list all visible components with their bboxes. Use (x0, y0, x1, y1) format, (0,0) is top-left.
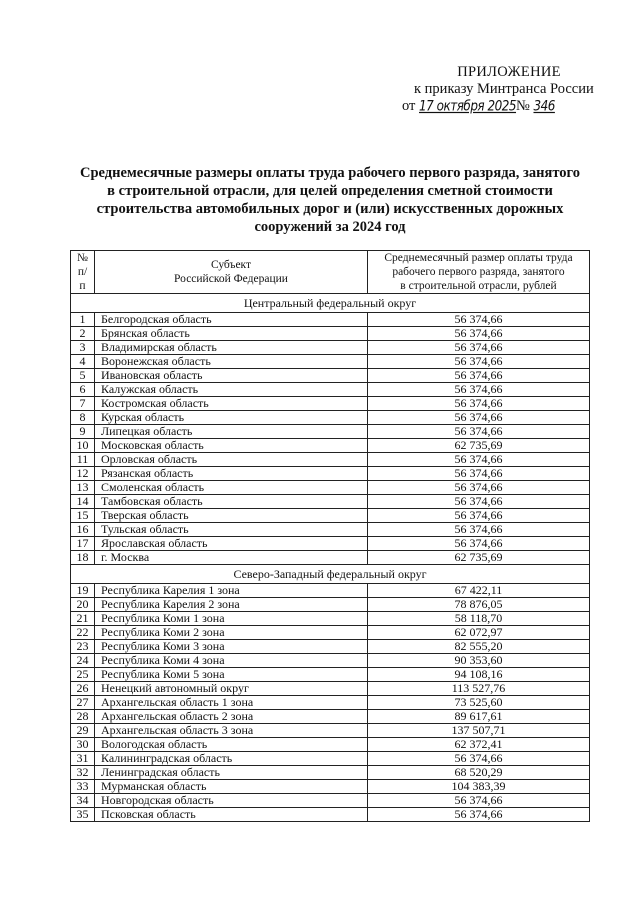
subject-name: Архангельская область 3 зона (94, 724, 367, 738)
row-number: 18 (71, 551, 95, 565)
wage-value: 67 422,11 (367, 584, 589, 598)
subject-name: Ярославская область (94, 537, 367, 551)
subject-name: Тверская область (94, 509, 367, 523)
section-row (71, 565, 590, 584)
table-row (71, 780, 590, 794)
wage-value: 137 507,71 (367, 724, 589, 738)
appendix-order-ref: к приказу Минтранса России (414, 81, 594, 97)
table-row (71, 551, 590, 565)
table-row (71, 481, 590, 495)
wage-value: 82 555,20 (367, 640, 589, 654)
wage-value: 62 072,97 (367, 626, 589, 640)
wage-value: 58 118,70 (367, 612, 589, 626)
subject-name: Республика Коми 4 зона (94, 654, 367, 668)
wage-value: 56 374,66 (367, 341, 589, 355)
table-row (71, 355, 590, 369)
table-row (71, 397, 590, 411)
subject-name: Липецкая область (94, 425, 367, 439)
wage-value: 56 374,66 (367, 411, 589, 425)
table-row (71, 626, 590, 640)
row-number: 25 (71, 668, 95, 682)
subject-name: Тульская область (94, 523, 367, 537)
row-number: 23 (71, 640, 95, 654)
subject-name: Республика Коми 1 зона (94, 612, 367, 626)
table-row (71, 369, 590, 383)
handwritten-number: 346 (533, 97, 555, 115)
header-subject: Субъект Российской Федерации (94, 251, 367, 294)
subject-name: Вологодская область (94, 738, 367, 752)
appendix-header (380, 64, 600, 115)
row-number: 10 (71, 439, 95, 453)
table-row (71, 383, 590, 397)
wage-value: 94 108,16 (367, 668, 589, 682)
wage-value: 62 372,41 (367, 738, 589, 752)
header-value: Среднемесячный размер оплаты труда рабочего первого разряда, занятого в строительной отрасли, рублей (367, 251, 589, 294)
wage-value: 73 525,60 (367, 696, 589, 710)
table-row (71, 495, 590, 509)
table-row (71, 313, 590, 327)
subject-name: Псковская область (94, 808, 367, 822)
table-row (71, 425, 590, 439)
wage-value: 56 374,66 (367, 369, 589, 383)
subject-name: Ненецкий автономный округ (94, 682, 367, 696)
subject-name: Республика Карелия 1 зона (94, 584, 367, 598)
subject-name: Костромская область (94, 397, 367, 411)
subject-name: Воронежская область (94, 355, 367, 369)
table-row (71, 668, 590, 682)
row-number: 2 (71, 327, 95, 341)
title-line: строительства автомобильных дорог и (или) искусственных дорожных (96, 201, 564, 217)
subject-name: Орловская область (94, 453, 367, 467)
subject-name: Московская область (94, 439, 367, 453)
appendix-date-line (380, 98, 600, 115)
table-row (71, 794, 590, 808)
table-row (71, 752, 590, 766)
table-row (71, 453, 590, 467)
number-label: № (516, 98, 530, 114)
subject-name: Республика Коми 5 зона (94, 668, 367, 682)
table-row (71, 710, 590, 724)
wage-value: 56 374,66 (367, 327, 589, 341)
header-num: № п/п (71, 251, 95, 294)
title-line: Среднемесячные размеры оплаты труда рабочего первого разряда, занятого (80, 165, 580, 181)
table-row (71, 537, 590, 551)
row-number: 24 (71, 654, 95, 668)
wage-value: 78 876,05 (367, 598, 589, 612)
wage-value: 56 374,66 (367, 537, 589, 551)
row-number: 9 (71, 425, 95, 439)
section-title: Северо-Западный федеральный округ (71, 565, 590, 584)
title-line: сооружений за 2024 год (254, 219, 406, 235)
wage-value: 68 520,29 (367, 766, 589, 780)
subject-name: Рязанская область (94, 467, 367, 481)
row-number: 32 (71, 766, 95, 780)
wage-value: 56 374,66 (367, 425, 589, 439)
subject-name: Республика Карелия 2 зона (94, 598, 367, 612)
wage-value: 56 374,66 (367, 752, 589, 766)
wage-value: 56 374,66 (367, 794, 589, 808)
subject-name: Архангельская область 1 зона (94, 696, 367, 710)
subject-name: Калининградская область (94, 752, 367, 766)
row-number: 22 (71, 626, 95, 640)
table-row (71, 439, 590, 453)
wage-value: 56 374,66 (367, 481, 589, 495)
wage-value: 62 735,69 (367, 551, 589, 565)
row-number: 29 (71, 724, 95, 738)
row-number: 7 (71, 397, 95, 411)
subject-name: Калужская область (94, 383, 367, 397)
subject-name: Ивановская область (94, 369, 367, 383)
row-number: 27 (71, 696, 95, 710)
table-row (71, 612, 590, 626)
subject-name: Ленинградская область (94, 766, 367, 780)
wage-value: 90 353,60 (367, 654, 589, 668)
table-row (71, 467, 590, 481)
row-number: 30 (71, 738, 95, 752)
table-row (71, 584, 590, 598)
subject-name: Мурманская область (94, 780, 367, 794)
from-label: от (402, 98, 416, 114)
table-header-row (71, 251, 590, 294)
wage-value: 56 374,66 (367, 313, 589, 327)
row-number: 13 (71, 481, 95, 495)
subject-name: Смоленская область (94, 481, 367, 495)
table-row (71, 738, 590, 752)
table-row (71, 598, 590, 612)
wage-value: 56 374,66 (367, 355, 589, 369)
row-number: 8 (71, 411, 95, 425)
wage-value: 89 617,61 (367, 710, 589, 724)
wage-value: 56 374,66 (367, 397, 589, 411)
row-number: 14 (71, 495, 95, 509)
wage-value: 56 374,66 (367, 523, 589, 537)
row-number: 4 (71, 355, 95, 369)
subject-name: Курская область (94, 411, 367, 425)
wage-value: 56 374,66 (367, 383, 589, 397)
table-row (71, 654, 590, 668)
wage-table (70, 250, 590, 822)
table-row (71, 411, 590, 425)
wage-value: 56 374,66 (367, 808, 589, 822)
wage-value: 113 527,76 (367, 682, 589, 696)
row-number: 26 (71, 682, 95, 696)
subject-name: Белгородская область (94, 313, 367, 327)
row-number: 34 (71, 794, 95, 808)
wage-value: 56 374,66 (367, 467, 589, 481)
wage-value: 56 374,66 (367, 453, 589, 467)
row-number: 21 (71, 612, 95, 626)
table-row (71, 640, 590, 654)
row-number: 35 (71, 808, 95, 822)
table-row (71, 523, 590, 537)
row-number: 1 (71, 313, 95, 327)
section-row (71, 294, 590, 313)
wage-value: 62 735,69 (367, 439, 589, 453)
row-number: 15 (71, 509, 95, 523)
subject-name: Тамбовская область (94, 495, 367, 509)
subject-name: Республика Коми 3 зона (94, 640, 367, 654)
subject-name: Архангельская область 2 зона (94, 710, 367, 724)
row-number: 3 (71, 341, 95, 355)
table-row (71, 696, 590, 710)
table-row (71, 766, 590, 780)
table-row (71, 808, 590, 822)
row-number: 11 (71, 453, 95, 467)
subject-name: г. Москва (94, 551, 367, 565)
handwritten-date: 17 октября 2025 (419, 97, 517, 115)
subject-name: Новгородская область (94, 794, 367, 808)
table-row (71, 509, 590, 523)
row-number: 17 (71, 537, 95, 551)
table-row (71, 341, 590, 355)
title-line: в строительной отрасли, для целей определения сметной стоимости (107, 183, 553, 199)
wage-value: 56 374,66 (367, 509, 589, 523)
row-number: 16 (71, 523, 95, 537)
row-number: 20 (71, 598, 95, 612)
row-number: 6 (71, 383, 95, 397)
row-number: 33 (71, 780, 95, 794)
table-row (71, 327, 590, 341)
row-number: 5 (71, 369, 95, 383)
row-number: 12 (71, 467, 95, 481)
subject-name: Брянская область (94, 327, 367, 341)
wage-value: 56 374,66 (367, 495, 589, 509)
wage-value: 104 383,39 (367, 780, 589, 794)
section-title: Центральный федеральный округ (71, 294, 590, 313)
appendix-title: ПРИЛОЖЕНИЕ (457, 64, 561, 80)
document-title (60, 164, 600, 236)
row-number: 19 (71, 584, 95, 598)
row-number: 28 (71, 710, 95, 724)
row-number: 31 (71, 752, 95, 766)
subject-name: Владимирская область (94, 341, 367, 355)
table-row (71, 724, 590, 738)
table-row (71, 682, 590, 696)
subject-name: Республика Коми 2 зона (94, 626, 367, 640)
